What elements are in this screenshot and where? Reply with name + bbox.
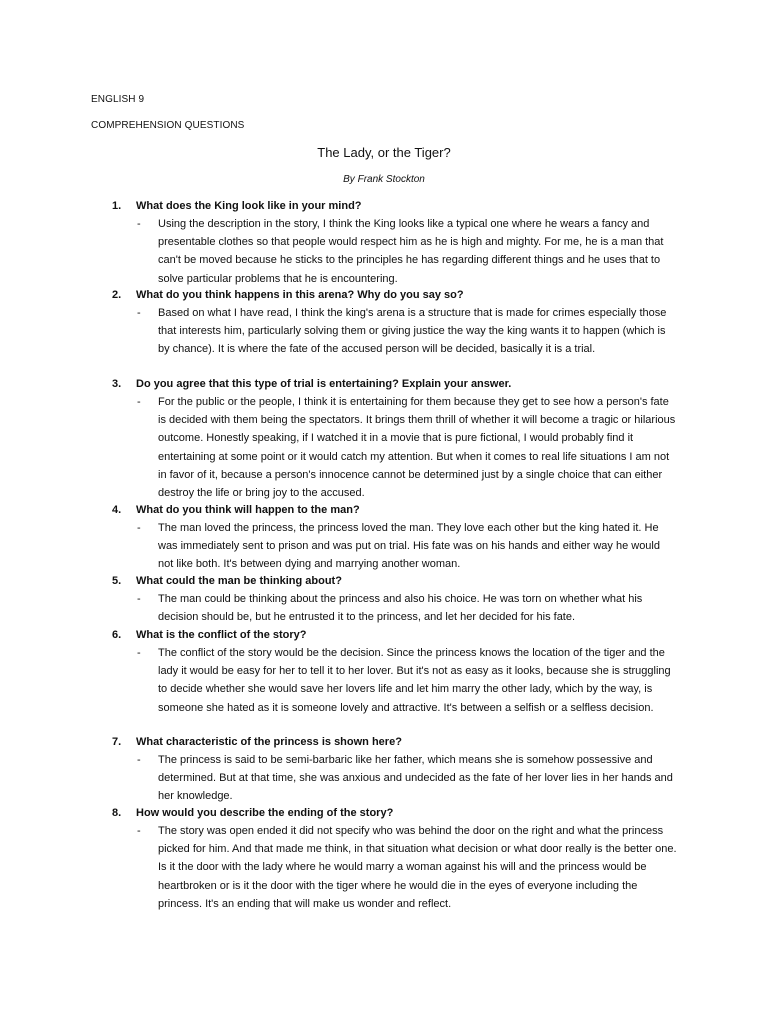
answer-bullet: - [137,647,141,659]
question-row [0,502,768,519]
question-row [0,627,768,644]
qa-item-5 [0,573,768,626]
author-byline: By Frank Stockton [343,174,425,185]
qa-item-2 [0,287,768,359]
answer-text: The man loved the princess, the princess loved the man. They love each other but the king hated it. He was immediately sent to prison and was put on trial. His fate was on his hands and either way he would not like both. It's between dying and marrying another woman. [158,522,660,571]
answer-bullet: - [137,218,141,230]
qa-item-7 [0,734,768,806]
answer-block [0,519,768,574]
question-row [0,734,768,751]
answer-text: The conflict of the story would be the decision. Since the princess knows the location of the tiger and the lady it would be easy for her to tell it to her lover. But it's not as easy as it looks, because she is struggling to decide whether she would save her lovers life and let him marry the other lady, which by the way, is someone she hated as it is someone lovely and attractive. It's between a selfish or a selfless decision. [158,647,671,714]
answer-text: Based on what I have read, I think the king's arena is a structure that is made for crimes especially those that interests him, particularly solving them or giving justice the way the king wants it to happen (which is by chance). It is where the fate of the accused person will be decided, basically it is a trial. [158,307,667,356]
question-number: 3. [112,378,122,390]
question-row [0,573,768,590]
qa-item-1 [0,198,768,288]
question-text: What could the man be thinking about? [136,575,342,587]
question-number: 1. [112,200,122,212]
answer-bullet: - [137,307,141,319]
answer-bullet: - [137,593,141,605]
answer-bullet: - [137,825,141,837]
question-number: 6. [112,629,122,641]
question-text: How would you describe the ending of the story? [136,807,394,819]
qa-item-4 [0,502,768,574]
section-label: COMPREHENSION QUESTIONS [91,120,245,131]
answer-text: Using the description in the story, I think the King looks like a typical one where he wears a fancy and presentable clothes so that people would respect him as he is high and mighty. For me, he is a man that can't be moved because he sticks to the principles he has regarding different things and he uses that to solve particular problems that he is encountering. [158,218,664,285]
answer-block [0,822,768,913]
answer-text: The princess is said to be semi-barbaric like her father, which means she is somehow possessive and determined. But at that time, she was anxious and undecided as the fate of her lover lies in her hands and her knowledge. [158,754,673,803]
question-row [0,805,768,822]
course-label: ENGLISH 9 [91,94,145,105]
question-row [0,198,768,215]
qa-item-6 [0,627,768,717]
question-row [0,287,768,304]
answer-text: The story was open ended it did not specify who was behind the door on the right and what the princess picked for him. And that made me think, in that situation what decision or what door really is the better one. Is it the door with the lady where he would marry a woman against his will and the princess would be heartbroken or is it the door with the tiger where he would die in the eyes of everyone including the princess. It's an ending that will make us wonder and reflect. [158,825,677,910]
question-text: What does the King look like in your mind? [136,200,362,212]
question-number: 5. [112,575,122,587]
answer-block [0,393,768,502]
answer-block [0,644,768,717]
question-text: What characteristic of the princess is shown here? [136,736,402,748]
answer-text: The man could be thinking about the princess and also his choice. He was torn on whether what his decision should be, but he entrusted it to the princess, and let her decided for his fate. [158,593,643,624]
question-number: 7. [112,736,122,748]
question-text: Do you agree that this type of trial is entertaining? Explain your answer. [136,378,512,390]
answer-block [0,304,768,359]
answer-bullet: - [137,522,141,534]
question-row [0,376,768,393]
question-text: What do you think happens in this arena? Why do you say so? [136,289,464,301]
question-number: 2. [112,289,122,301]
question-text: What is the conflict of the story? [136,629,307,641]
answer-bullet: - [137,754,141,766]
question-number: 8. [112,807,122,819]
qa-item-3 [0,376,768,502]
answer-block [0,215,768,288]
answer-block [0,751,768,806]
answer-text: For the public or the people, I think it is entertaining for them because they get to see how a person's fate is decided with them being the spectators. It brings them thrill of whether it will become a tragic or hilarious outcome. Honestly speaking, if I watched it in a movie that is pure fictional, I would probably find it entertaining at some point or it would catch my attention. But when it comes to real life situations I am not in favor of it, because a person's innocence cannot be determined just by a single choice that can either destroy the life or bring joy to the accused. [158,396,676,500]
question-number: 4. [112,504,122,516]
answer-block [0,590,768,626]
qa-item-8 [0,805,768,913]
document-title: The Lady, or the Tiger? [317,145,451,160]
answer-bullet: - [137,396,141,408]
question-text: What do you think will happen to the man? [136,504,360,516]
